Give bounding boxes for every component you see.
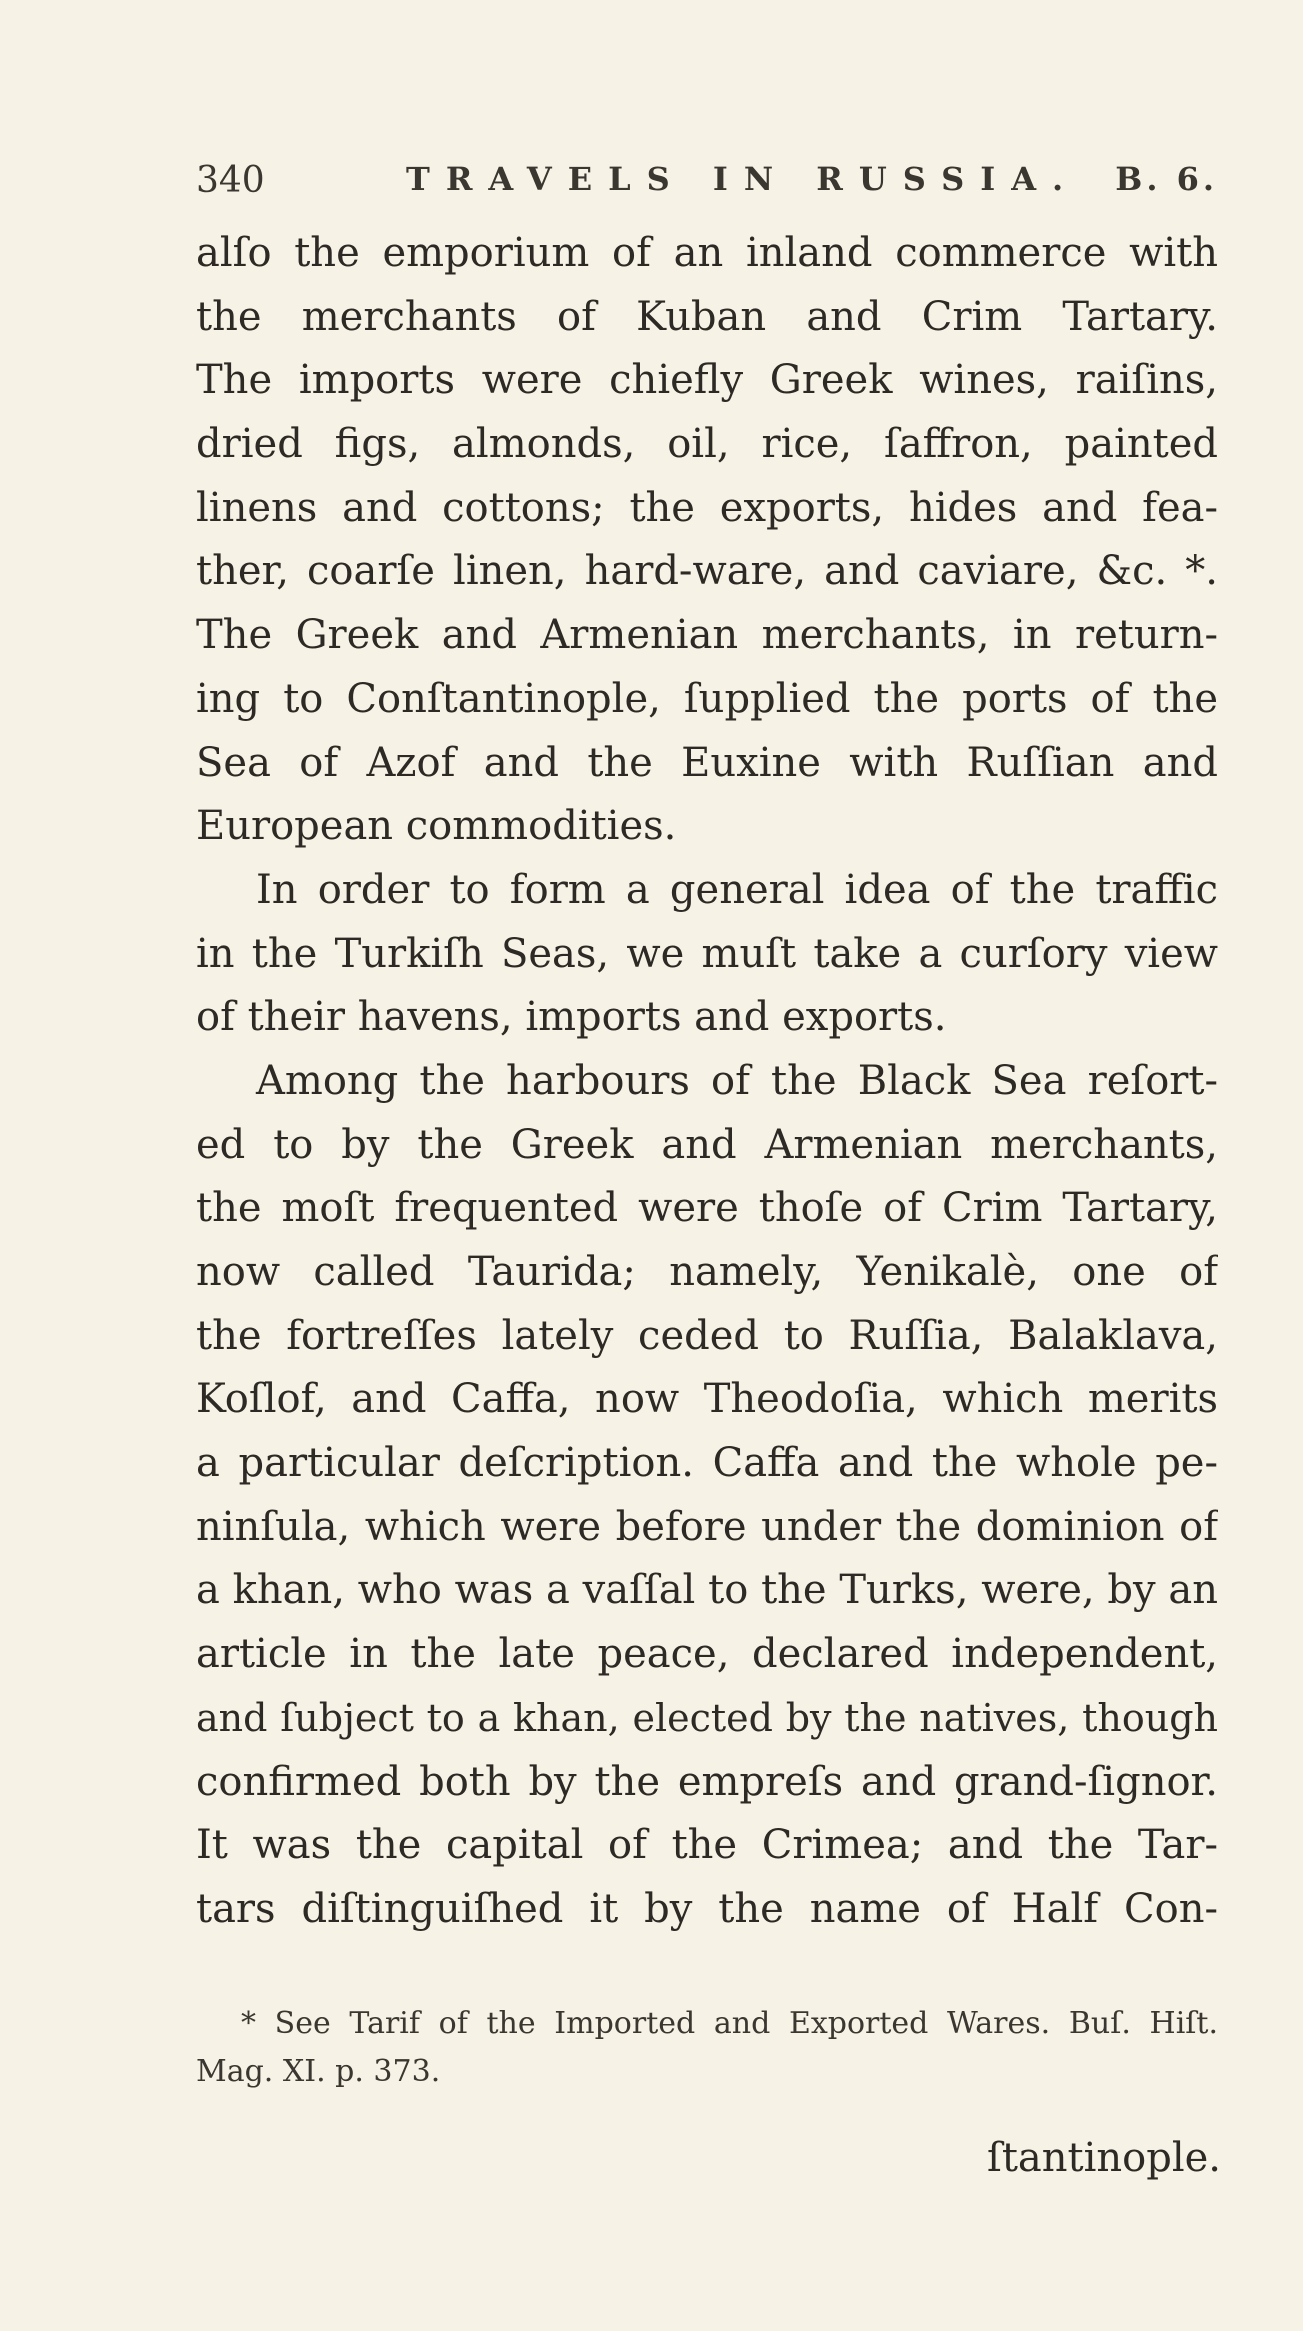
text-line: dried figs, almonds, oil, rice, ſaffron, painted <box>196 421 1218 468</box>
page-number: 340 <box>196 160 265 201</box>
text-line: In order to form a general idea of the traffic <box>256 866 1218 913</box>
text-line: the fortreſſes lately ceded to Ruſſia, Balaklava, <box>196 1312 1218 1359</box>
text-line: ing to Conſtantinople, ſupplied the ports of the <box>196 675 1218 722</box>
text-line: Koſlof, and Caffa, now Theodoſia, which merits <box>196 1376 1218 1423</box>
text-line: a particular deſcription. Caffa and the whole pe- <box>196 1440 1218 1487</box>
text-line: the merchants of Kuban and Crim Tartary. <box>196 293 1218 340</box>
body-text <box>196 222 1218 1942</box>
text-line: in the Turkiſh Seas, we muſt take a curſory view <box>196 930 1218 977</box>
footnote-line: * See Tarif of the Imported and Exported Wares. Buſ. Hiſt. <box>241 2006 1218 2041</box>
footnote-line: Mag. XI. p. 373. <box>196 2054 441 2089</box>
text-line: Among the harbours of the Black Sea reſort- <box>256 1057 1218 1104</box>
footnote <box>196 2000 1218 2096</box>
text-line: a khan, who was a vaſſal to the Turks, were, by an <box>196 1567 1218 1614</box>
text-line: confirmed both by the empreſs and grand-ſignor. <box>196 1758 1218 1805</box>
running-title: TRAVELS IN RUSSIA. <box>406 160 1080 198</box>
text-line: European commodities. <box>196 803 677 850</box>
text-line: The imports were chiefly Greek wines, raiſins, <box>196 357 1218 404</box>
text-line: alſo the emporium of an inland commerce with <box>196 230 1218 276</box>
text-line: ninſula, which were before under the dominion of <box>196 1503 1218 1550</box>
text-line: article in the late peace, declared independent, <box>196 1631 1218 1678</box>
text-line: linens and cottons; the exports, hides and fea- <box>196 484 1218 531</box>
text-line: and ſubject to a khan, elected by the natives, though <box>196 1695 1218 1740</box>
text-line: Sea of Azof and the Euxine with Ruſſian and <box>196 739 1218 786</box>
text-line: the moſt frequented were thoſe of Crim Tartary, <box>196 1185 1218 1232</box>
text-line: It was the capital of the Crimea; and the Tar- <box>196 1822 1218 1869</box>
text-line: tars diſtinguiſhed it by the name of Half Con- <box>196 1885 1218 1932</box>
text-line: The Greek and Armenian merchants, in return- <box>196 612 1218 659</box>
text-line: ed to by the Greek and Armenian merchants, <box>196 1121 1218 1168</box>
text-line: ther, coarſe linen, hard-ware, and caviare, &c. *. <box>196 548 1218 595</box>
text-line: now called Taurida; namely, Yenikalè, one of <box>196 1249 1218 1295</box>
page-header <box>196 150 1218 210</box>
book-reference: B. 6. <box>1115 160 1218 198</box>
catchword: ſtantinople. <box>987 2135 1221 2181</box>
text-line: of their havens, imports and exports. <box>196 994 947 1041</box>
